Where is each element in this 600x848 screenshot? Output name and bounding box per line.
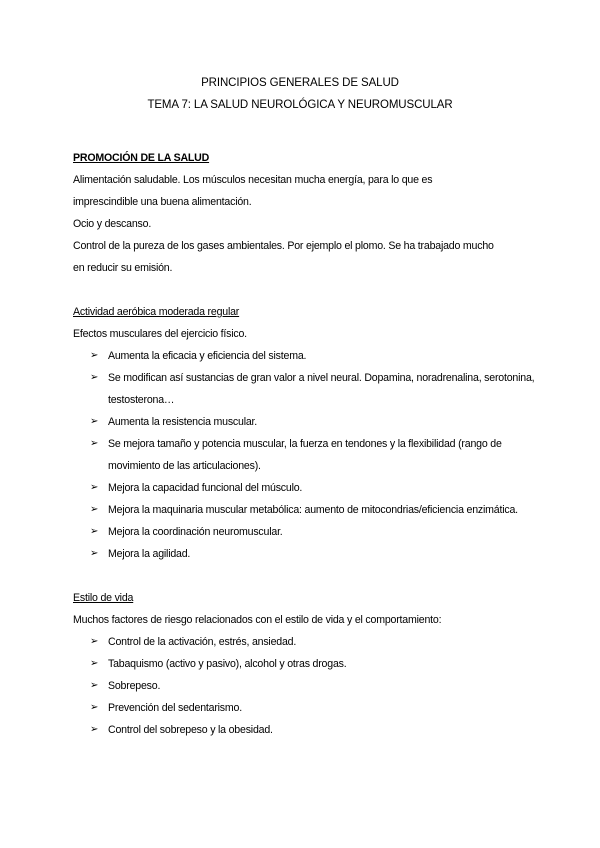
section-intro: Efectos musculares del ejercicio físico. xyxy=(73,328,247,340)
list-item-text: Mejora la agilidad. xyxy=(108,548,191,560)
bullet-list-actividad xyxy=(73,345,543,565)
list-item xyxy=(90,653,543,675)
list-item xyxy=(90,345,543,367)
arrow-bullet-icon: ➢ xyxy=(90,702,99,713)
bullet-list-estilo xyxy=(73,631,543,741)
arrow-bullet-icon: ➢ xyxy=(90,658,99,669)
arrow-bullet-icon: ➢ xyxy=(90,416,99,427)
paragraph-line: Alimentación saludable. Los músculos necesitan mucha energía, para lo que es xyxy=(73,174,433,186)
list-item-text: Se mejora tamaño y potencia muscular, la fuerza en tendones y la flexibilidad (rango de movimiento de las articulaciones). xyxy=(108,438,502,472)
list-item xyxy=(90,719,543,741)
document-subtitle: TEMA 7: LA SALUD NEUROLÓGICA Y NEUROMUSCULAR xyxy=(147,99,453,111)
arrow-bullet-icon: ➢ xyxy=(90,548,99,559)
arrow-bullet-icon: ➢ xyxy=(90,526,99,537)
arrow-bullet-icon: ➢ xyxy=(90,438,99,449)
list-item xyxy=(90,675,543,697)
section-intro: Muchos factores de riesgo relacionados con el estilo de vida y el comportamiento: xyxy=(73,614,442,626)
arrow-bullet-icon: ➢ xyxy=(90,372,99,383)
paragraph-line: imprescindible una buena alimentación. xyxy=(73,196,252,208)
list-item xyxy=(90,477,543,499)
section-title-actividad: Actividad aeróbica moderada regular xyxy=(73,306,240,318)
arrow-bullet-icon: ➢ xyxy=(90,724,99,735)
list-item-text: Mejora la coordinación neuromuscular. xyxy=(108,526,283,538)
arrow-bullet-icon: ➢ xyxy=(90,504,99,515)
paragraph-line: en reducir su emisión. xyxy=(73,262,173,274)
list-item-text: Tabaquismo (activo y pasivo), alcohol y otras drogas. xyxy=(108,658,347,670)
paragraph-line: Ocio y descanso. xyxy=(73,218,152,230)
list-item-text: Mejora la maquinaria muscular metabólica: aumento de mitocondrias/eficiencia enzimática. xyxy=(108,504,518,516)
list-item-text: Aumenta la resistencia muscular. xyxy=(108,416,258,428)
arrow-bullet-icon: ➢ xyxy=(90,680,99,691)
section-title-estilo: Estilo de vida xyxy=(73,592,134,604)
arrow-bullet-icon: ➢ xyxy=(90,350,99,361)
list-item xyxy=(90,367,543,411)
paragraph-line: Control de la pureza de los gases ambientales. Por ejemplo el plomo. Se ha trabajado mucho xyxy=(73,240,494,252)
list-item-text: Control del sobrepeso y la obesidad. xyxy=(108,724,273,736)
arrow-bullet-icon: ➢ xyxy=(90,482,99,493)
list-item-text: Sobrepeso. xyxy=(108,680,161,692)
list-item-text: Control de la activación, estrés, ansiedad. xyxy=(108,636,297,648)
list-item xyxy=(90,433,543,477)
arrow-bullet-icon: ➢ xyxy=(90,636,99,647)
list-item-text: Mejora la capacidad funcional del músculo. xyxy=(108,482,303,494)
list-item xyxy=(90,697,543,719)
list-item-text: Prevención del sedentarismo. xyxy=(108,702,242,714)
list-item xyxy=(90,521,543,543)
list-item-text: Se modifican así sustancias de gran valor a nivel neural. Dopamina, noradrenalina, serotonina, testosterona… xyxy=(108,372,535,406)
list-item xyxy=(90,631,543,653)
section-title-promocion: PROMOCIÓN DE LA SALUD xyxy=(73,152,210,164)
list-item xyxy=(90,543,543,565)
list-item xyxy=(90,411,543,433)
document-body xyxy=(73,147,543,741)
list-item-text: Aumenta la eficacia y eficiencia del sistema. xyxy=(108,350,307,362)
list-item xyxy=(90,499,543,521)
document-title: PRINCIPIOS GENERALES DE SALUD xyxy=(201,77,399,89)
